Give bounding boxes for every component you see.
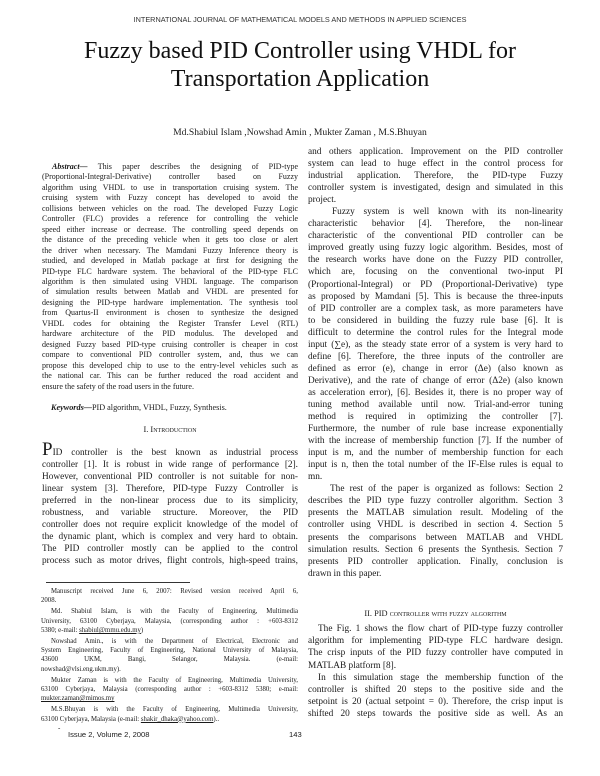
footnote [41,637,298,674]
footnote-line: Md. Shabiul Islam, is with the Faculty of Engineering, Multimedia [51,608,298,616]
paragraph-line: In this simulation stage the membership function of the [318,672,563,683]
abstract-line: propose this developed chip to use to the entry-level vehicles such as [42,360,298,370]
abstract-line: designing the PID-type hardware implementation. The synthesis tool [42,297,298,307]
intro-line: controller does not require explicit knowledge of the model of [42,520,298,530]
paragraph-line: controller using VHDL is described in section 4. Section 5 [308,520,563,531]
paragraph-line: The Fig. 1 shows the flow chart of PID-type fuzzy controller [318,624,563,634]
paragraph-line: (Proportional-Integral) or PD (Proportional-Derivative) type [308,279,563,290]
abstract-line [42,162,298,172]
abstract-line: the driver when necessary. The Mamdani Fuzzy Inference theory is [42,245,298,255]
section2-text [308,623,563,721]
paragraph-line: mn. [308,472,323,483]
footnote-text: ) [140,626,144,634]
introduction-text [42,439,298,567]
footnote-line [41,694,298,703]
paragraph-line: Derivative), and the rate of change of error (Δ2e) (also known [308,375,563,386]
paragraph-line: to be considered in building the fuzzy rule base [6]. It is [308,315,563,326]
abstract-line: hardware architecture of the PID modulus. The developed and [42,329,298,339]
footnote-line: Mukter Zaman is with the Faculty of Engineering, Multimedia University, [51,676,298,684]
footnotes [41,587,298,726]
footnote [41,705,298,723]
intro-line: controller [1]. It is robust in wide range of performance [2]. [42,460,298,470]
intro-line: However, conventional PID controller is not suitable for non- [42,472,298,482]
abstract-line: the distance of the preceding vehicle when it gets too close or alert [42,235,298,245]
paragraph-line: as acceleration error), [6]. Besides it, there is no proper way of [308,387,563,398]
paragraph-line: shifted 20 steps towards the positive side as well. As an [308,709,563,720]
abstract-line: ensure the safety of the road users in the future. [42,381,194,391]
footnote-line: M.S.Bhuyan is with the Faculty of Engineering, Multimedia University, [51,706,298,714]
authors: Md.Shabiul Islam ,Nowshad Amin , Mukter Zaman , M.S.Bhuyan [173,127,427,138]
intro-line: robustness, and variable structure. Moreover, the PID [42,508,298,518]
paragraph-line: The crisp inputs of the PID fuzzy controller have computed in [308,648,563,659]
intro-line [42,439,298,460]
abstract-line: algorithm is then simulated using VHDL language. The comparison [42,276,298,286]
email-link[interactable]: shabiul@mmu.edu.my [79,626,141,634]
abstract-line: PID-type FLC hardware system. The behavioral of the PID-type FLC [42,266,298,276]
intro-text: ID controller is the best known as industrial process [52,448,298,458]
footer-issue: Issue 2, Volume 2, 2008 [68,730,150,739]
paragraph-line: defined as error (e), change in error (Δe) (also known as [308,363,563,374]
paragraph-line: difficult to determine the control rules for the Integral mode [308,327,563,338]
footnote-line: nowshad@vlsi.eng.ukm.my). [41,665,121,673]
footnote-line [41,715,298,724]
paragraph-line: as proposed by Mamdani [5]. This is because the three-inputs [308,291,563,302]
keywords-text: PID algorithm, VHDL, Fuzzy, Synthesis. [91,403,227,412]
footnote [41,607,298,635]
paragraph-line: project. [308,195,337,206]
paragraph-line: characteristic of the conventional PID controller can be [308,231,563,242]
paragraph-line: system can lead to huge effect in the control process for [308,159,563,170]
paragraph-line: and others application. Improvement on the PID controller [308,147,563,157]
paragraph-line: input is m, and the number of membership function for each [308,448,563,459]
paragraph-line: presents PID controller application. Finally, conclusion is [308,556,563,567]
keywords-label: Keywords— [51,403,92,412]
abstract-line: collisions between vehicles on the road. The developed Fuzzy Logic [42,203,298,213]
abstract-line: algorithm using VHDL to use in transportation cruising system. The [42,182,298,192]
section-heading-introduction: I. Introduction [143,425,197,434]
paragraph-line: The rest of the paper is organized as follows: Section 2 [330,484,563,495]
paragraph-line: the research works have done on the Fuzzy PID controller, [308,255,563,266]
footnote-line: System Engineering, Faculty of Engineering, National University of Malaysia, [41,647,298,655]
footnote-line: 63100 Cyberjaya, Malaysia (corresponding author : +603-8312 5380; e-mail: [41,686,298,694]
abstract-line: cruising system with Fuzzy concept has developed to avoid the [42,193,298,203]
footnote-line: Manuscript received June 6, 2007: Revised version received April 6, [51,588,298,595]
paragraph-line: simulation results. Section 6 presents the Synthesis. Section 7 [308,544,563,555]
paragraph-line: characteristic behavior [4]. Therefore, the non-linear [308,219,563,230]
intro-line: process such as motor drives, flight controls, high-speed trains, [42,556,298,566]
paragraph-line: input is n, then the total number of the IF-Else rules is equal to [308,460,563,471]
paragraph-line: Furthermore, the number of rule base increase exponentially [308,424,563,435]
right-column-text [308,146,563,580]
footnote-text: ).. [213,715,220,723]
paragraph-line: presents the comparisons between MATLAB and VHDL [308,532,563,543]
abstract-line: compare to conventional PID controller system, and, thus we can [42,350,298,360]
abstract-line: VHDL codes for obtaining the Register Transfer Level (RTL) [42,318,298,328]
footnote-line [41,626,298,635]
abstract-line: Controller (FLC) provides a reference for controlling the vehicle [42,214,298,224]
footnote-line: University, 63100 Cyberjaya, Malaysia, (corresponding author : +603-8312 [41,617,298,625]
intro-line: linear system [3]. Therefore, PID-type Fuzzy Controller is [42,484,298,494]
paragraph-line: improved greatly using fuzzy logic algorithm. Besides, most of [308,243,563,254]
paragraph-line: with the increase of membership function [7]. If the number of [308,436,563,447]
paragraph-line: controller system is investigated, design and simulated in this [308,183,563,194]
footnote-mark: - [58,724,61,732]
paragraph-line: define [6]. Therefore, the three inputs of the controller are [308,351,563,362]
footnote-text: 5380; e-mail: [41,626,80,634]
title-line: Fuzzy based PID Controller using VHDL for [84,38,516,64]
footnote-line: Nowshad Amin., is with the Department of Electrical, Electronic and [51,638,298,646]
paragraph-line: input (∑e), as the steady state error of a system is very hard to [308,339,563,350]
drop-cap: P [42,439,53,460]
paragraph-line: setpoint is 20 (actual setpoint = 0). Therefore, the crisp input is [308,697,563,708]
abstract-text: This paper describes the designing of PID-type [87,162,298,171]
intro-line: the dynamic plant, which is complex and very hard to obtain. [42,532,298,542]
abstract-line: speed either increase or decrease. The controlling speed depends on [42,224,298,234]
paragraph-line: presents the MATLAB simulation result. Modeling of the [308,508,563,519]
title-line: Transportation Application [170,66,430,92]
paper-title [0,37,600,93]
footnote-line: 43600 UKM, Bangi, Selangor, Malaysia. (e-mail: [41,656,298,664]
paragraph-line: describes the PID type fuzzy controller algorithm. Section 3 [308,496,563,507]
intro-line: The PID controller mostly can be applied to the control [42,544,298,554]
abstract-line: the national car. This can be further reduced the road accident and [42,371,298,381]
email-link[interactable]: shakir_dhaka@yahoo.com [140,715,214,723]
footnote-text: 63100 Cyberjaya, Malaysia (e-mail: [41,715,141,723]
paragraph-line: tuning method available until now. Trial-and-error tuning [308,399,563,410]
journal-header: INTERNATIONAL JOURNAL OF MATHEMATICAL MODELS AND METHODS IN APPLIED SCIENCES [133,15,467,24]
page-number: 143 [289,730,302,739]
abstract-line: of simulation results between Matlab and VHDL are presented for [42,287,298,297]
footnote [41,676,298,704]
paragraph-line: which are, focusing on the conventional two-input PI [308,267,563,278]
abstract-line: (Proportional-Integral-Derivative) controller based on Fuzzy [42,172,298,182]
abstract-line: studied, and developed in Matlab package at first for designing the [42,256,298,266]
intro-line: preferred in the non-linear process due to its simplicity, [42,496,298,506]
keywords [51,403,227,413]
footnote [41,587,298,605]
paragraph-line: Fuzzy system is well known with its non-linearity [332,207,563,218]
footnote-line: 2008. [41,597,57,605]
paragraph-line: MATLAB platform [8]. [308,660,397,671]
footnote-divider [46,582,190,583]
email-link[interactable]: mukter.zaman@mimos.my [41,695,115,703]
abstract-line: from Quartus-II environment is chosen to synthesize the designed [42,308,298,318]
paragraph-line: drawn in this paper. [308,568,382,579]
section-heading-pid-fuzzy: II. PID controller with fuzzy algorithm [364,609,507,618]
paragraph-line: of PID controller are a complex task, as more parameters have [308,303,563,314]
paragraph-line: algorithm for implementing PID-type FLC hardware design. [308,636,563,647]
paragraph-line: controller is shifted 20 steps to the positive side and the [308,685,563,696]
abstract [42,162,298,392]
abstract-label: Abstract— [52,162,88,171]
abstract-line: designed Fuzzy based PID-type cruising controller is cheaper in cost [42,339,298,349]
paragraph-line: method is required in optimizing the controller [7]. [308,412,563,423]
paragraph-line: industrial application. Therefore, the PID-type Fuzzy [308,171,563,182]
